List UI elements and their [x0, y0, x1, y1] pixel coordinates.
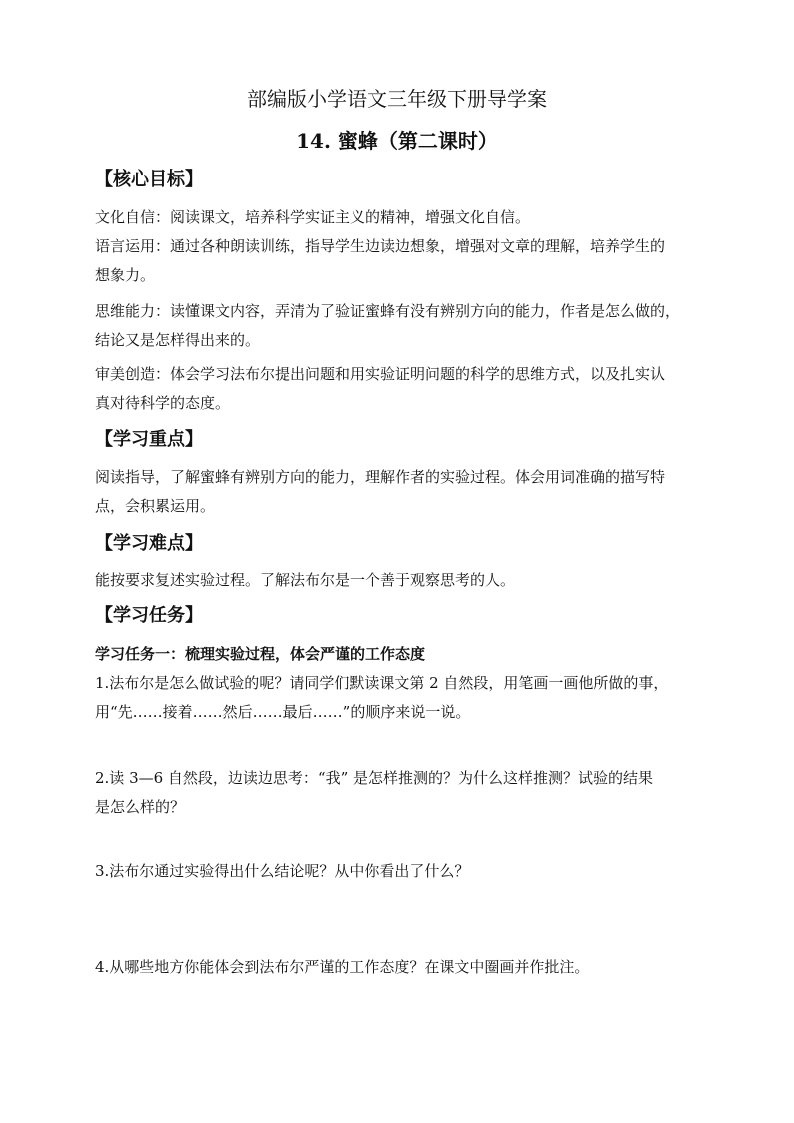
- document-title: 部编版小学语文三年级下册导学案: [247, 87, 547, 111]
- core-goals-heading: 【核心目标】: [95, 169, 203, 190]
- lesson-title: 14. 蜜蜂（第二课时）: [296, 129, 498, 153]
- core-goal-language: 语言运用：通过各种朗读训练，指导学生边读边想象，增强对文章的理解，培养学生的 想象力。: [95, 237, 666, 284]
- task-question-1: 1.法布尔是怎么做试验的呢？请同学们默读课文第 2 自然段，用笔画一画他所做的事， 用“先……接着……然后……最后……”的顺序来说一说。: [95, 674, 669, 721]
- difficulties-text: 能按要求复述实验过程。了解法布尔是一个善于观察思考的人。: [95, 571, 516, 589]
- core-goal-aesthetic: 审美创造：体会学习法布尔提出问题和用实验证明问题的科学的思维方式，以及扎实认 真对待科学的态度。: [95, 365, 666, 412]
- core-goal-culture: 文化自信：阅读课文，培养科学实证主义的精神，增强文化自信。: [95, 208, 531, 226]
- task-question-2: 2.读 3—6 自然段，边读边思考：“我” 是怎样推测的？为什么这样推测？试验的结果 是怎么样的？: [95, 769, 654, 816]
- core-goal-thinking: 思维能力：读懂课文内容，弄清为了验证蜜蜂有没有辨别方向的能力，作者是怎么做的， 结论又是怎样得出来的。: [95, 302, 681, 349]
- difficulties-heading: 【学习难点】: [95, 533, 203, 554]
- key-points-text: 阅读指导，了解蜜蜂有辨别方向的能力，理解作者的实验过程。体会用词准确的描写特 点，会积累运用。: [95, 468, 666, 515]
- task-question-4: 4.从哪些地方你能体会到法布尔严谨的工作态度？在课文中圈画并作批注。: [95, 958, 590, 976]
- key-points-heading: 【学习重点】: [95, 429, 203, 450]
- task-question-3: 3.法布尔通过实验得出什么结论呢？从中你看出了什么？: [95, 862, 470, 880]
- task1-title: 学习任务一：梳理实验过程，体会严谨的工作态度: [95, 645, 426, 663]
- tasks-heading: 【学习任务】: [95, 605, 203, 626]
